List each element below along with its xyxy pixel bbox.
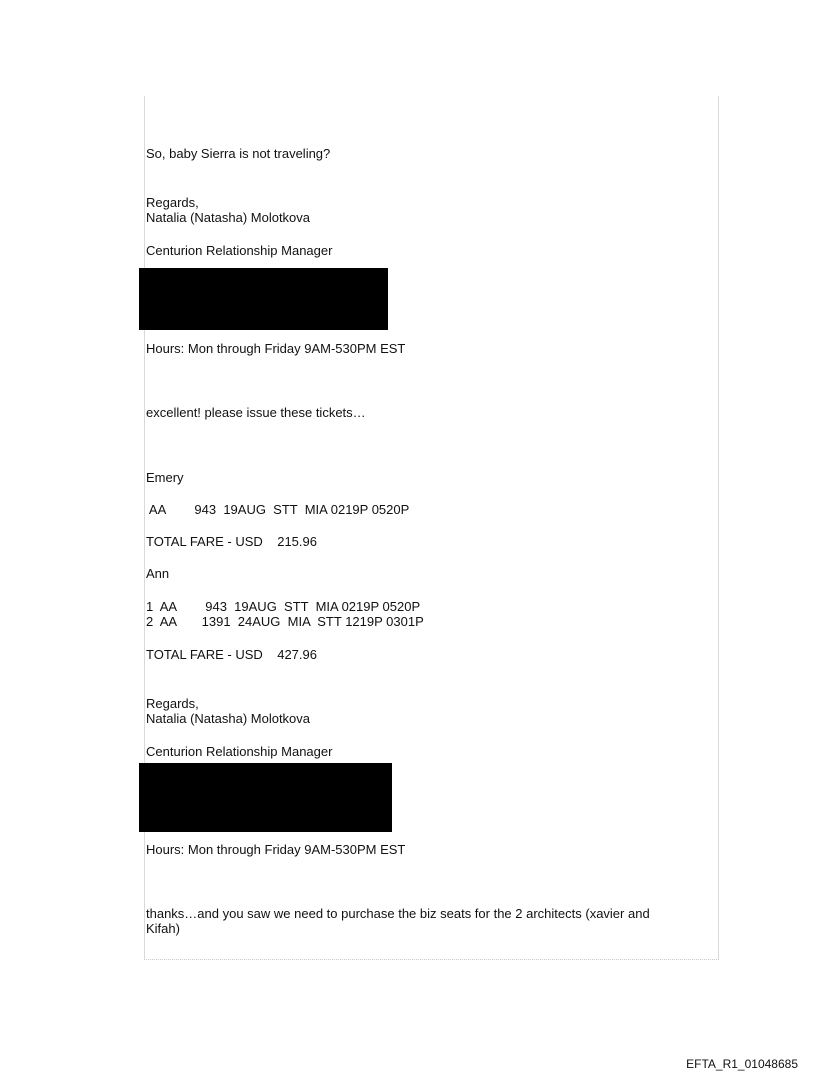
flight-line: AA 943 19AUG STT MIA 0219P 0520P <box>146 502 410 517</box>
total-fare: TOTAL FARE - USD 215.96 <box>146 534 317 549</box>
flight-line: 2 AA 1391 24AUG MIA STT 1219P 0301P <box>146 614 424 629</box>
signature-regards: Regards, <box>146 195 199 210</box>
message-text: thanks…and you saw we need to purchase the biz seats for the 2 architects (xavier and <box>146 906 650 921</box>
document-id: EFTA_R1_01048685 <box>686 1057 798 1071</box>
redaction-block <box>139 763 392 832</box>
signature-name: Natalia (Natasha) Molotkova <box>146 210 311 225</box>
message-question: So, baby Sierra is not traveling? <box>146 146 331 161</box>
passenger-name: Emery <box>146 470 184 485</box>
signature-hours: Hours: Mon through Friday 9AM-530PM EST <box>146 341 406 356</box>
message-text: Kifah) <box>146 921 180 936</box>
redaction-block <box>139 268 388 330</box>
passenger-name: Ann <box>146 566 170 581</box>
signature-title: Centurion Relationship Manager <box>146 744 333 759</box>
total-fare: TOTAL FARE - USD 427.96 <box>146 647 317 662</box>
signature-regards: Regards, <box>146 696 199 711</box>
flight-line: 1 AA 943 19AUG STT MIA 0219P 0520P <box>146 599 421 614</box>
signature-hours: Hours: Mon through Friday 9AM-530PM EST <box>146 842 406 857</box>
signature-title: Centurion Relationship Manager <box>146 243 333 258</box>
message-text: excellent! please issue these tickets… <box>146 405 366 420</box>
signature-name: Natalia (Natasha) Molotkova <box>146 711 311 726</box>
